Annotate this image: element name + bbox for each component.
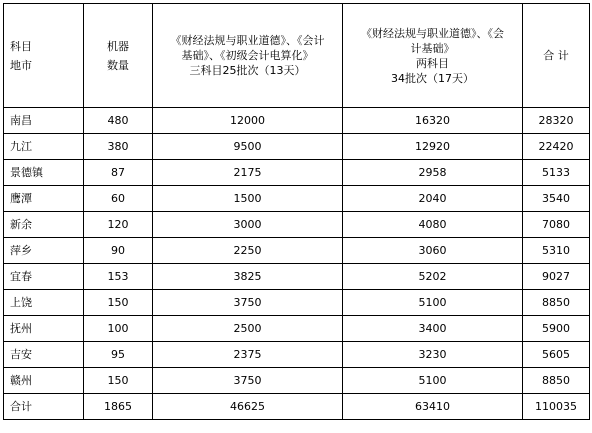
cell-machines: 90 xyxy=(84,238,153,264)
table-row-nanchang xyxy=(4,108,590,134)
cell-machines: 480 xyxy=(84,108,153,134)
cell-total: 5133 xyxy=(523,160,590,186)
header-three-line-1: 《财经法规与职业道德》、《会计 xyxy=(170,34,325,47)
cell-machines: 60 xyxy=(84,186,153,212)
table-row-jiujiang xyxy=(4,134,590,160)
table-row-yichun xyxy=(4,264,590,290)
cell-three-subjects: 2250 xyxy=(153,238,343,264)
cell-three-subjects: 1500 xyxy=(153,186,343,212)
table-row-fuzhou xyxy=(4,316,590,342)
header-subject-label: 科目 xyxy=(10,39,32,53)
cell-three-subjects: 3750 xyxy=(153,290,343,316)
cell-total: 28320 xyxy=(523,108,590,134)
cell-machines: 100 xyxy=(84,316,153,342)
cell-two-subjects: 16320 xyxy=(343,108,523,134)
cell-three-subjects: 3000 xyxy=(153,212,343,238)
cell-machines: 380 xyxy=(84,134,153,160)
total-sum: 110035 xyxy=(523,394,590,420)
cell-three-subjects: 2175 xyxy=(153,160,343,186)
header-two-line-4: 34批次（17天） xyxy=(391,71,474,85)
cell-total: 5900 xyxy=(523,316,590,342)
cell-city: 吉安 xyxy=(4,342,84,368)
header-two-line-2: 计基础》 xyxy=(410,41,455,55)
cell-total: 9027 xyxy=(523,264,590,290)
header-machines-line-2: 数量 xyxy=(107,58,129,72)
cell-city: 赣州 xyxy=(4,368,84,394)
cell-machines: 87 xyxy=(84,160,153,186)
total-machines: 1865 xyxy=(84,394,153,420)
header-machines-line-1: 机器 xyxy=(107,39,129,53)
cell-three-subjects: 2375 xyxy=(153,342,343,368)
header-two-line-1: 《财经法规与职业道德》、《会 xyxy=(361,26,504,40)
cell-total: 5310 xyxy=(523,238,590,264)
cell-total: 22420 xyxy=(523,134,590,160)
cell-city: 新余 xyxy=(4,212,84,238)
cell-three-subjects: 3825 xyxy=(153,264,343,290)
cell-two-subjects: 2040 xyxy=(343,186,523,212)
cell-total: 3540 xyxy=(523,186,590,212)
header-three-subjects xyxy=(153,4,343,108)
cell-city: 景德镇 xyxy=(4,160,84,186)
total-label: 合计 xyxy=(4,394,84,420)
table-row-jian xyxy=(4,342,590,368)
header-region-label: 地市 xyxy=(10,58,32,72)
cell-machines: 95 xyxy=(84,342,153,368)
cell-two-subjects: 3060 xyxy=(343,238,523,264)
cell-city: 上饶 xyxy=(4,290,84,316)
cell-three-subjects: 3750 xyxy=(153,368,343,394)
cell-total: 8850 xyxy=(523,368,590,394)
cell-two-subjects: 2958 xyxy=(343,160,523,186)
cell-total: 5605 xyxy=(523,342,590,368)
cell-two-subjects: 3230 xyxy=(343,342,523,368)
cell-two-subjects: 12920 xyxy=(343,134,523,160)
cell-three-subjects: 12000 xyxy=(153,108,343,134)
cell-machines: 150 xyxy=(84,290,153,316)
cell-city: 南昌 xyxy=(4,108,84,134)
cell-three-subjects: 9500 xyxy=(153,134,343,160)
cell-two-subjects: 4080 xyxy=(343,212,523,238)
header-three-line-3: 三科目25批次（13天） xyxy=(189,64,306,77)
table-row-xinyu xyxy=(4,212,590,238)
header-three-line-2: 基础》、《初级会计电算化》 xyxy=(181,49,314,62)
cell-machines: 153 xyxy=(84,264,153,290)
header-machines xyxy=(84,4,153,108)
cell-city: 萍乡 xyxy=(4,238,84,264)
cell-three-subjects: 2500 xyxy=(153,316,343,342)
cell-machines: 120 xyxy=(84,212,153,238)
cell-city: 鹰潭 xyxy=(4,186,84,212)
cell-city: 宜春 xyxy=(4,264,84,290)
cell-two-subjects: 5100 xyxy=(343,290,523,316)
header-two-subjects xyxy=(343,4,523,108)
table-row-jingdezhen xyxy=(4,160,590,186)
exam-capacity-table xyxy=(3,3,590,420)
cell-city: 九江 xyxy=(4,134,84,160)
table-row-ganzhou xyxy=(4,368,590,394)
cell-total: 8850 xyxy=(523,290,590,316)
cell-two-subjects: 5100 xyxy=(343,368,523,394)
cell-two-subjects: 3400 xyxy=(343,316,523,342)
total-two-subjects: 63410 xyxy=(343,394,523,420)
table-total-row xyxy=(4,394,590,420)
cell-two-subjects: 5202 xyxy=(343,264,523,290)
cell-total: 7080 xyxy=(523,212,590,238)
total-three-subjects: 46625 xyxy=(153,394,343,420)
header-two-line-3: 两科目 xyxy=(416,56,449,70)
header-subject-region xyxy=(4,4,84,108)
cell-city: 抚州 xyxy=(4,316,84,342)
header-total: 合 计 xyxy=(523,4,590,108)
cell-machines: 150 xyxy=(84,368,153,394)
header-row xyxy=(4,4,590,108)
table-row-pingxiang xyxy=(4,238,590,264)
table-row-yingtan xyxy=(4,186,590,212)
table-row-shangrao xyxy=(4,290,590,316)
